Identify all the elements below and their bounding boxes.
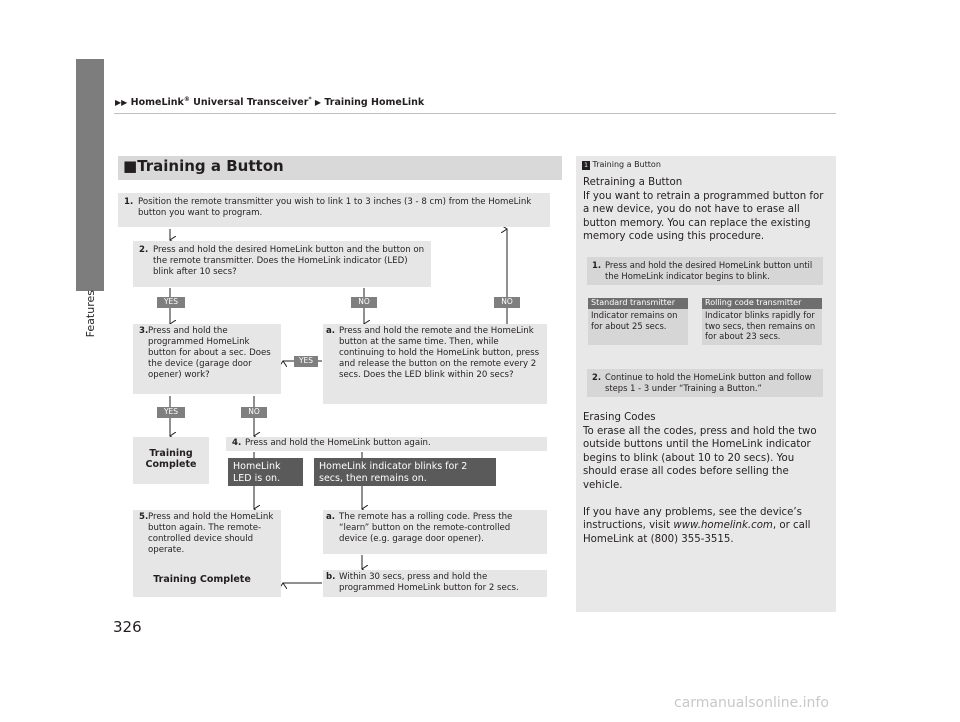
no-label: NO — [241, 407, 267, 418]
page-number: 326 — [113, 618, 142, 636]
note-heading: 1 Training a Button — [582, 160, 661, 170]
led-blinks-label: HomeLink indicator blinks for 2 secs, then remains on. — [314, 458, 496, 486]
breadcrumb-arrow-icon: ▶ — [314, 98, 322, 108]
homelink-link[interactable]: www.homelink.com — [673, 520, 773, 532]
erasing-title: Erasing Codes — [583, 412, 656, 423]
standard-transmitter-tag: Standard transmitter — [588, 298, 688, 309]
yes-label: YES — [157, 407, 185, 418]
step-a-rolling-box: a. The remote has a rolling code. Press the “learn” button on the remote-controlled device (e.g. garage door opener). — [323, 510, 547, 554]
step-4-box: 4. Press and hold the HomeLink button again. — [226, 437, 547, 451]
step-a-retry-box: a. Press and hold the remote and the HomeLink button at the same time. Then, while continuing to hold the HomeLink button, press and release the button on the remote every 2 secs. Does the LED blink within 20 secs? — [323, 324, 547, 404]
retraining-title: Retraining a Button — [583, 177, 683, 188]
rolling-code-text: Indicator blinks rapidly for two secs, then remains on for about 23 secs. — [702, 309, 822, 345]
erasing-section — [583, 411, 831, 546]
breadcrumb-arrow-icon: ▶▶ — [115, 98, 128, 108]
features-tab-label: Features — [84, 290, 97, 338]
step-5-box: 5. Press and hold the HomeLink button again. The remote-controlled device should operate. Training Complete — [133, 510, 281, 597]
standard-transmitter-text: Indicator remains on for about 25 secs. — [588, 309, 688, 345]
step-1-box: 1. Position the remote transmitter you wish to link 1 to 3 inches (3 - 8 cm) from the HomeLink button you want to program. — [118, 193, 550, 227]
no-label: NO — [351, 297, 377, 308]
no-label: NO — [494, 297, 520, 308]
yes-label: YES — [294, 356, 318, 367]
erasing-text: To erase all the codes, press and hold the two outside buttons until the HomeLink indicator begins to blink (about 10 to 20 secs). You should erase all codes before selling the vehicle. — [583, 425, 817, 491]
section-title: ■Training a Button — [123, 157, 284, 175]
rolling-code-tag: Rolling code transmitter — [702, 298, 822, 309]
retraining-text: If you want to retrain a programmed button for a new device, you do not have to erase all button memory. You can replace the existing memory code using this procedure. — [583, 190, 824, 243]
step-b-box: b. Within 30 secs, press and hold the programmed HomeLink button for 2 secs. — [323, 570, 547, 597]
note-step-2-box: 2. Continue to hold the HomeLink button and follow steps 1 - 3 under “Training a Button.” — [587, 369, 823, 397]
led-on-label: HomeLink LED is on. — [228, 458, 303, 486]
problems-text: If you have any problems, see the device’s instructions, visit www.homelink.com, or call HomeLink at (800) 355-3515. — [583, 506, 811, 545]
training-complete-label: Training Complete — [153, 574, 251, 585]
yes-label: YES — [157, 297, 185, 308]
breadcrumb: ▶▶ HomeLink® Universal Transceiver* ▶ Training HomeLink — [115, 96, 425, 109]
watermark: carmanualsonline.info — [674, 695, 829, 711]
step-2-box: 2. Press and hold the desired HomeLink button and the button on the remote transmitter. Does the HomeLink indicator (LED) blink after 10 secs? — [133, 241, 431, 287]
reference-icon: 1 — [582, 161, 590, 170]
breadcrumb-current: Training HomeLink — [324, 97, 425, 109]
step-3-box: 3. Press and hold the programmed HomeLink button for about a sec. Does the device (garage door opener) work? — [133, 324, 281, 394]
retraining-section — [583, 176, 831, 244]
note-step-1-box: 1. Press and hold the desired HomeLink button until the HomeLink indicator begins to blink. — [587, 257, 823, 285]
training-complete-box: Training Complete — [133, 437, 209, 484]
